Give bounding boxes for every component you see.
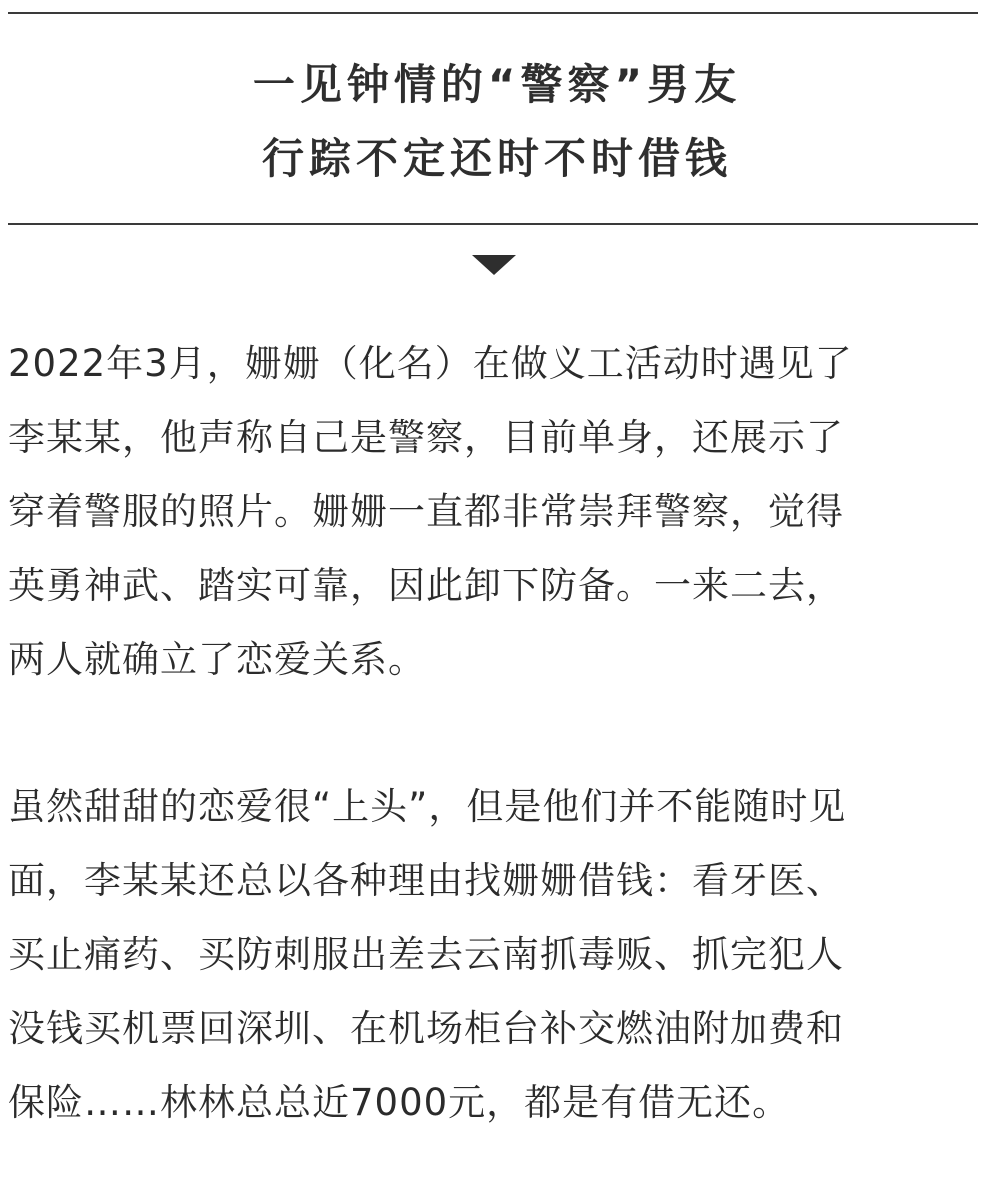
paragraph-line: 2022年3月，姗姗（化名）在做义工活动时遇见了 xyxy=(8,342,853,385)
bottom-divider xyxy=(8,223,978,225)
paragraph-line: 虽然甜甜的恋爱很“上头”，但是他们并不能随时见 xyxy=(8,785,847,828)
paragraph-line: 保险……林林总总近7000元，都是有借无还。 xyxy=(8,1081,791,1124)
section-heading xyxy=(0,48,994,196)
top-divider xyxy=(8,12,978,14)
paragraph-line: 英勇神武、踏实可靠，因此卸下防备。一来二去， xyxy=(8,564,844,607)
paragraph-line: 两人就确立了恋爱关系。 xyxy=(8,638,426,681)
paragraph-1 xyxy=(8,327,983,697)
paragraph-line: 李某某，他声称自己是警察，目前单身，还展示了 xyxy=(8,416,844,459)
paragraph-line: 没钱买机票回深圳、在机场柜台补交燃油附加费和 xyxy=(8,1007,844,1050)
paragraph-line: 买止痛药、买防刺服出差去云南抓毒贩、抓完犯人 xyxy=(8,933,844,976)
paragraph-line: 面，李某某还总以各种理由找姗姗借钱：看牙医、 xyxy=(8,859,844,902)
heading-line-1: 一见钟情的“警察”男友 xyxy=(252,60,742,109)
heading-line-2: 行踪不定还时不时借钱 xyxy=(261,134,732,183)
paragraph-2 xyxy=(8,770,983,1140)
paragraph-line: 穿着警服的照片。姗姗一直都非常崇拜警察，觉得 xyxy=(8,490,844,533)
down-triangle-icon xyxy=(472,255,516,275)
